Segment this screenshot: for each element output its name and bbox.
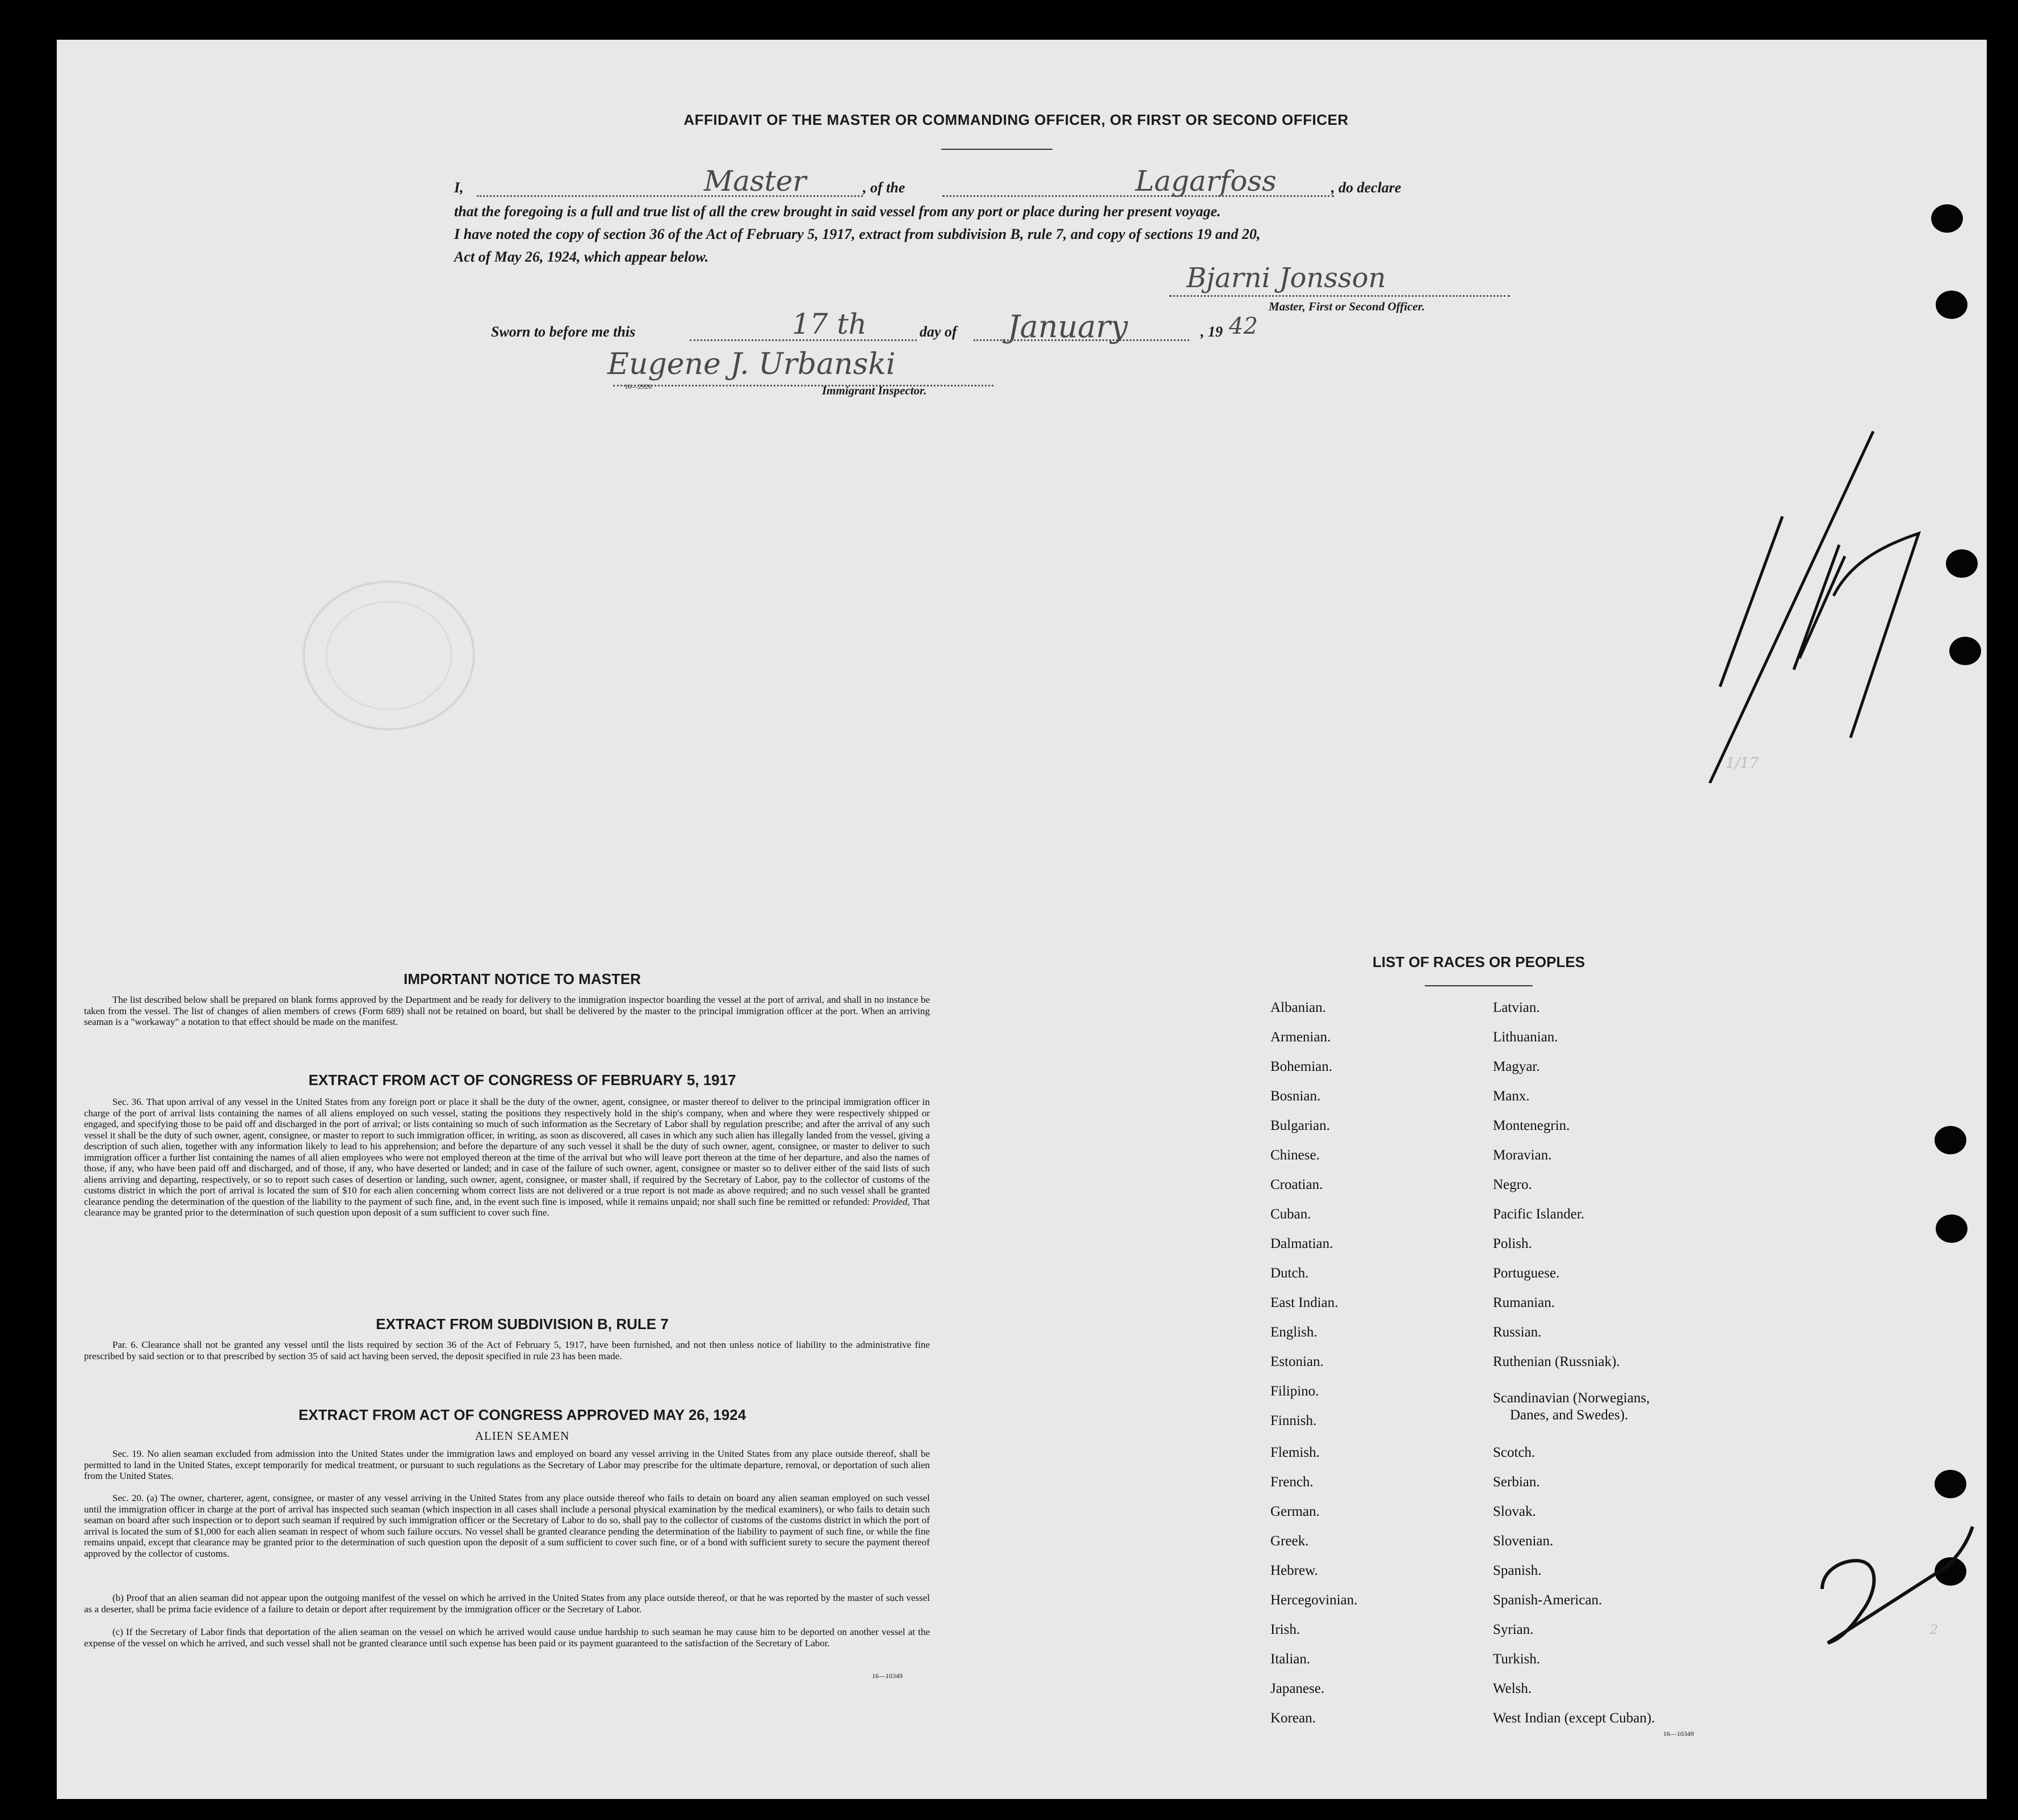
sec19-body: [84, 1448, 930, 1482]
punch-hole: [1936, 1214, 1967, 1243]
race-item: Irish.: [1270, 1622, 1300, 1637]
race-item: Dalmatian.: [1270, 1236, 1333, 1251]
race-item: Italian.: [1270, 1651, 1311, 1667]
rule7-title: EXTRACT FROM SUBDIVISION B, RULE 7: [376, 1315, 669, 1333]
faint-seal-stamp: [295, 573, 483, 738]
race-item: Hercegovinian.: [1270, 1592, 1358, 1608]
punch-hole: [1935, 1470, 1966, 1498]
race-item: German.: [1270, 1504, 1320, 1519]
sworn-label: Sworn to before me this: [491, 323, 636, 340]
race-item: French.: [1270, 1474, 1314, 1490]
notice-body: The list described below shall be prepared on blank forms approved by the Department and be ready for delivery to the immigration inspector boarding the vessel at the port of arrival, and shall in no instance be taken from the vessel. The list of changes of alien members of crews (Form 689) shall not be retained on board, but shall be delivered by the master to the principal immigration officer at the port. When an arriving seaman is a "workaway" a notation to that effect should be made on the manifest.: [84, 994, 930, 1027]
affidavit-line1: [454, 165, 1538, 205]
race-item: Latvian.: [1493, 1000, 1540, 1015]
race-item: Rumanian.: [1493, 1295, 1555, 1310]
signature-line: [1169, 295, 1510, 297]
extract-1917-title: EXTRACT FROM ACT OF CONGRESS OF FEBRUARY 5, 1917: [308, 1071, 736, 1088]
race-item: Pacific Islander.: [1493, 1207, 1585, 1222]
punch-hole: [1949, 637, 1981, 665]
race-item: Syrian.: [1493, 1622, 1534, 1637]
sec36-label: Sec. 36.: [112, 1096, 144, 1107]
year-handwritten: 42: [1229, 313, 1258, 339]
day-handwritten: 17 th: [792, 308, 867, 341]
race-item: Filipino.: [1270, 1384, 1319, 1399]
race-item: East Indian.: [1270, 1295, 1339, 1310]
year-printed: , 19: [1201, 323, 1223, 340]
race-item: Bohemian.: [1270, 1059, 1333, 1074]
rule7-body: [84, 1339, 930, 1361]
race-item: Chinese.: [1270, 1148, 1320, 1163]
race-item: Manx.: [1493, 1088, 1530, 1104]
par6-text: Clearance shall not be granted any vessel until the lists required by section 36 of the Act of February 5, 1917, have been furnished, and not then unless notice of liability to the administrative fine prescribed by said section or to that prescribed by section 35 of said act having been served, the deposit specified in rule 23 has been made.: [84, 1339, 930, 1361]
sec20c-label: (c): [112, 1626, 123, 1637]
title-rule: [941, 149, 1052, 150]
race-item: Montenegrin.: [1493, 1118, 1570, 1133]
race-item: Serbian.: [1493, 1474, 1540, 1490]
affidavit-line2: that the foregoing is a full and true list of all the crew brought in said vessel from any port or place during her present voyage.: [454, 203, 1221, 220]
sec19-label: Sec. 19.: [112, 1448, 144, 1459]
page-handwritten: 2: [1930, 1623, 1938, 1637]
affidavit-title: AFFIDAVIT OF THE MASTER OR COMMANDING OFFICER, OR FIRST OR SECOND OFFICER: [683, 111, 1349, 128]
affidavit-line4: Act of May 26, 1924, which appear below.: [454, 249, 709, 265]
of-the-label: , of the: [863, 179, 905, 196]
month-handwritten: January: [1008, 309, 1128, 344]
race-item: Dutch.: [1270, 1266, 1309, 1281]
race-item: Slovak.: [1493, 1504, 1536, 1519]
race-item: Hebrew.: [1270, 1563, 1318, 1578]
affidavit-line3: I have noted the copy of section 36 of the Act of February 5, 1917, extract from subdivision B, rule 7, and copy of sections 19 and 20,: [454, 226, 1261, 242]
race-item: Welsh.: [1493, 1681, 1532, 1696]
race-item: Danes, and Swedes).: [1510, 1407, 1629, 1423]
page-number-drawing: [1816, 1498, 1975, 1646]
sec36-text: That upon arrival of any vessel in the United States from any foreign port or place it shall be the duty of the owner, agent, consignee, or master thereof to deliver to the principal immigration officer in charge of the port of arrival lists containing the names of all aliens employed on such vessel, stating the positions they respectively hold in the ship's company, when and where they were respectively shipped or engaged, and specifying those to be paid off and discharged in the port of arrival; or lists containing so much of such information as the Secretary of Labor shall by regulation prescribe; and after the arrival of any such vessel it shall be the duty of such owner, agent, consignee, or master to report to such immigration officer, in writing, as soon as discovered, all cases in which any such alien has illegally landed from the vessel, giving a description of such alien, together with any information likely to lead to his apprehension; and before the departure of any such vessel it shall be the duty of such owner, agent, consignee, or master to deliver to such immigration officer a further list containing the names of all alien employees who were not employed thereon at the time of the arrival but who will leave port thereon at the time of her departure, and also the names of those, if any, who have been paid off and discharged, and of those, if any, who have deserted or landed; and in case of the failure of such owner, agent, consignee or master so to deliver either of the said lists of such aliens arriving and departing, respectively, or so to report such cases of desertion or landing, such owner, agent, consignee, or master shall, if required by the Secretary of Labor, pay to the collector of customs of the customs district in which the port of arrival is located the sum of $10 for each alien concerning whom correct lists are not delivered or a true report is not made as above required; and no such vessel shall be granted clearance pending the determination of the question of the liability to the payment of such fine, and, in the event such fine is imposed, while it remains unpaid; nor shall such fine be remitted or refunded:: [84, 1096, 930, 1207]
race-item: Croatian.: [1270, 1177, 1323, 1192]
par6-label: Par. 6.: [112, 1339, 139, 1350]
race-item: Polish.: [1493, 1236, 1532, 1251]
race-item: West Indian (except Cuban).: [1493, 1710, 1655, 1726]
race-item: Flemish.: [1270, 1445, 1320, 1460]
sec20b-label: (b): [112, 1592, 124, 1603]
sec36-end: That clearance may be granted prior to the determination of such question upon deposit of a sum sufficient to cover such fine.: [84, 1196, 930, 1218]
sec20b-text: Proof that an alien seaman did not appear upon the outgoing manifest of the vessel on which he arrived in the United States from any place outside thereof, or that he was reported by the master of such vessel as a deserter, shall be prima facie evidence of a failure to detain or deport after requirement by the immigration officer or the Secretary of Labor.: [84, 1592, 930, 1615]
extract-1924-title: EXTRACT FROM ACT OF CONGRESS APPROVED MAY 26, 1924: [298, 1406, 746, 1423]
punch-hole: [1931, 204, 1963, 233]
race-item: Cuban.: [1270, 1207, 1311, 1222]
signature-caption: Master, First or Second Officer.: [1269, 300, 1425, 313]
race-item: Albanian.: [1270, 1000, 1326, 1015]
tally-mark-drawing: [1680, 420, 1941, 783]
inspector-form-no: 16—2926: [624, 383, 652, 390]
inspector-signature: Eugene J. Urbanski: [607, 347, 896, 381]
race-item: Russian.: [1493, 1325, 1542, 1340]
race-item: Bosnian.: [1270, 1088, 1321, 1104]
inspector-line: [613, 385, 993, 386]
race-item: Korean.: [1270, 1710, 1316, 1726]
alien-seamen-subtitle: ALIEN SEAMEN: [475, 1429, 570, 1443]
punch-hole: [1936, 291, 1967, 319]
provided-label: Provided,: [872, 1196, 910, 1207]
inspector-caption: Immigrant Inspector.: [822, 384, 927, 397]
race-item: Slovenian.: [1493, 1533, 1554, 1549]
race-item: Scandinavian (Norwegians,: [1493, 1390, 1650, 1406]
left-form-no: 16—10349: [872, 1672, 903, 1680]
race-item: Portuguese.: [1493, 1266, 1560, 1281]
race-item: Magyar.: [1493, 1059, 1540, 1074]
master-signature: Bjarni Jonsson: [1186, 262, 1386, 294]
extract-1917-body: [84, 1096, 930, 1218]
sec20b-body: [84, 1592, 930, 1615]
sec19-text: No alien seaman excluded from admission into the United States under the immigration laws and employed on board any vessel arriving in the United States from any place outside thereof, shall be permitted to land in the United States, except temporarily for medical treatment, or pursuant to such regulations as the Secretary of Labor may prescribe for the ultimate departure, removal, or deportation of such alien from the United States.: [84, 1448, 930, 1481]
race-item: Spanish-American.: [1493, 1592, 1602, 1608]
race-item: Bulgarian.: [1270, 1118, 1330, 1133]
punch-hole: [1935, 1126, 1966, 1154]
race-item: Moravian.: [1493, 1148, 1552, 1163]
punch-hole: [1946, 549, 1978, 578]
right-form-no: 16—10349: [1663, 1730, 1694, 1738]
race-item: Armenian.: [1270, 1029, 1331, 1045]
race-item: Greek.: [1270, 1533, 1309, 1549]
races-title: LIST OF RACES OR PEOPLES: [1372, 953, 1585, 970]
race-item: Japanese.: [1270, 1681, 1325, 1696]
master-handwritten: Master: [704, 165, 807, 197]
race-item: Turkish.: [1493, 1651, 1541, 1667]
race-item: Lithuanian.: [1493, 1029, 1558, 1045]
race-item: Finnish.: [1270, 1413, 1317, 1428]
sec20c-body: [84, 1626, 930, 1649]
race-item: English.: [1270, 1325, 1318, 1340]
race-item: Negro.: [1493, 1177, 1532, 1192]
race-item: Ruthenian (Russniak).: [1493, 1354, 1620, 1369]
i-label: I,: [454, 179, 464, 196]
race-item: Scotch.: [1493, 1445, 1535, 1460]
count-handwritten: 1/17: [1726, 755, 1759, 772]
sec20a-label: Sec. 20. (a): [112, 1493, 158, 1503]
sec20c-text: If the Secretary of Labor finds that deportation of the alien seaman on the vessel on which he arrived would cause undue hardship to such seaman he may cause him to be deported on another vessel at the expense of the vessel on which he arrived, and such vessel shall not be granted clearance until such expense has been paid or its payment guaranteed to the satisfaction of the Secretary of Labor.: [84, 1626, 930, 1649]
race-item: Spanish.: [1493, 1563, 1542, 1578]
day-of-label: day of: [920, 323, 957, 340]
vessel-handwritten: Lagarfoss: [1135, 165, 1277, 197]
sec20a-text: The owner, charterer, agent, consignee, or master of any vessel arriving in the United States from any place outside thereof who fails to detain on board any alien seaman employed on such vessel until the immigration officer in charge at the port of arrival has inspected such seaman (which inspection in all cases shall include a personal physical examination by the medical examiners), or who fails to detain such seaman on board after such inspection or to deport such seaman if required by such immigration officer or the Secretary of Labor to do so, shall pay to the collector of customs of the customs district in which the port of arrival is located the sum of $1,000 for each alien seaman in respect of whom such failure occurs. No vessel shall be granted clearance pending the determination of the liability to payment of such fine, or while the fine remains unpaid, except that clearance may be granted prior to the determination of such question upon the deposit of a sum sufficient to cover such fine, or of a bond with sufficient surety to secure the payment thereof approved by the collector of customs.: [84, 1493, 930, 1559]
races-title-rule: [1425, 985, 1533, 986]
race-item: Estonian.: [1270, 1354, 1324, 1369]
notice-title: IMPORTANT NOTICE TO MASTER: [404, 970, 641, 987]
sec20a-body: [84, 1493, 930, 1559]
do-declare-label: , do declare: [1331, 179, 1402, 196]
